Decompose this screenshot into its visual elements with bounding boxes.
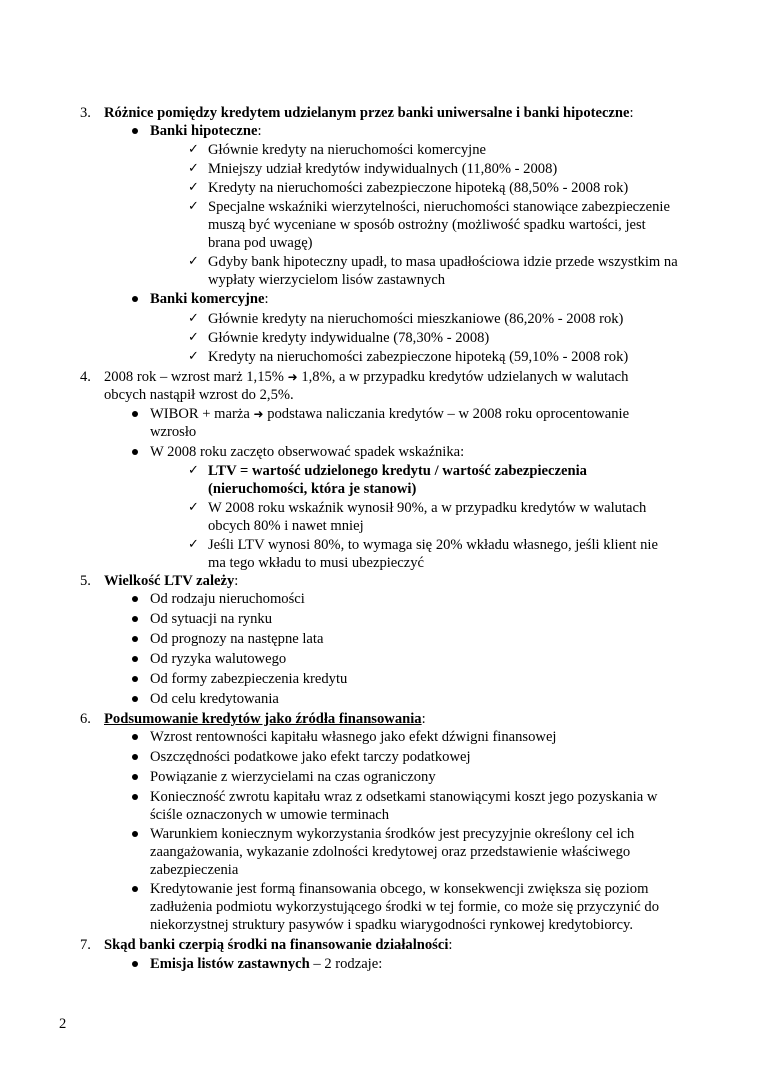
list-item-line: zaangażowania, wykazanie zdolności kredytowej oraz przedstawienie właściwego: [150, 844, 631, 860]
list-item-line: Konieczność zwrotu kapitału wraz z odsetkami stanowiącymi koszt jego pozyskania w: [150, 789, 658, 805]
bullet: [132, 696, 138, 702]
list-item-line: (nieruchomości, która je stanowi): [208, 481, 417, 497]
section-heading: Podsumowanie kredytów jako źródła finansowania:: [104, 711, 426, 727]
list-item-line: W 2008 roku wskaźnik wynosił 90%, a w przypadku kredytów w walutach: [208, 500, 647, 516]
bullet: [132, 734, 138, 740]
check-icon: ✓: [188, 180, 199, 195]
bullet: [132, 794, 138, 800]
list-item-line: Specjalne wskaźniki wierzytelności, nieruchomości stanowiące zabezpieczenie: [208, 199, 670, 215]
bullet: [132, 831, 138, 837]
list-item: Powiązanie z wierzycielami na czas ograniczony: [150, 769, 436, 785]
bullet: [132, 754, 138, 760]
check-icon: ✓: [188, 254, 199, 269]
list-item: Od ryzyka walutowego: [150, 651, 287, 667]
check-icon: ✓: [188, 311, 199, 326]
list-item: Oszczędności podatkowe jako efekt tarczy podatkowej: [150, 749, 471, 765]
list-item: Od formy zabezpieczenia kredytu: [150, 671, 348, 687]
bullet: [132, 449, 138, 455]
list-item-line: muszą być wyceniane w sposób ostrożny (możliwość spadku wartości, jest: [208, 217, 646, 233]
check-icon: ✓: [188, 500, 199, 515]
list-item-line: zabezpieczenia: [150, 862, 239, 878]
list-item: Mniejszy udział kredytów indywidualnych (11,80% - 2008): [208, 161, 558, 177]
bullet: [132, 961, 138, 967]
list-item: Kredyty na nieruchomości zabezpieczone hipoteką (88,50% - 2008 rok): [208, 180, 629, 196]
bullet-line: wzrosło: [150, 424, 197, 440]
page-number: 2: [59, 1016, 67, 1032]
list-item-line: wypłaty wierzycielom lisów zastawnych: [208, 272, 446, 288]
section-number: 6.: [80, 711, 91, 727]
section-heading: Różnice pomiędzy kredytem udzielanym przez banki uniwersalne i banki hipoteczne:: [104, 105, 634, 121]
list-item-line: ma tego wkładu to musi ubezpieczyć: [208, 555, 424, 571]
section-heading: Skąd banki czerpią środki na finansowanie działalności:: [104, 937, 453, 953]
bullet: [132, 411, 138, 417]
bullet: [132, 636, 138, 642]
check-icon: ✓: [188, 199, 199, 214]
list-item-line: LTV = wartość udzielonego kredytu / wartość zabezpieczenia: [208, 463, 587, 479]
bullet: [132, 886, 138, 892]
list-item: Wzrost rentowności kapitału własnego jako efekt dźwigni finansowej: [150, 729, 557, 745]
list-item-line: Jeśli LTV wynosi 80%, to wymaga się 20% wkładu własnego, jeśli klient nie: [208, 537, 658, 553]
bullet: [132, 296, 138, 302]
list-item: Od sytuacji na rynku: [150, 611, 272, 627]
list-item: Od prognozy na następne lata: [150, 631, 324, 647]
list-item-line: Gdyby bank hipoteczny upadł, to masa upadłościowa idzie przede wszystkim na: [208, 254, 678, 270]
list-item-line: brana pod uwagę): [208, 235, 313, 251]
section-line: obcych nastąpił wzrost do 2,5%.: [104, 387, 294, 403]
bullet-line: W 2008 roku zaczęto obserwować spadek wskaźnika:: [150, 444, 465, 460]
list-item: Kredyty na nieruchomości zabezpieczone hipoteką (59,10% - 2008 rok): [208, 349, 629, 365]
group-heading: Banki hipoteczne:: [150, 123, 262, 139]
list-item-line: ściśle oznaczonych w umowie terminach: [150, 807, 390, 823]
bullet: [132, 596, 138, 602]
bullet: [132, 128, 138, 134]
list-item: Głównie kredyty na nieruchomości mieszkaniowe (86,20% - 2008 rok): [208, 311, 624, 327]
list-item-line: zadłużenia podmiotu wykorzystującego środki w tej formie, co może się przyczynić do: [150, 899, 659, 915]
bullet-line: Emisja listów zastawnych – 2 rodzaje:: [150, 956, 383, 972]
list-item-line: niekorzystnej struktury pasywów i spadku wiarygodności rynkowej kredytobiorcy.: [150, 917, 633, 933]
arrow-right-icon: ➜: [253, 407, 264, 421]
check-icon: ✓: [188, 161, 199, 176]
check-icon: ✓: [188, 537, 199, 552]
list-item: Głównie kredyty na nieruchomości komercyjne: [208, 142, 487, 158]
list-item: Od rodzaju nieruchomości: [150, 591, 305, 607]
bullet: [132, 616, 138, 622]
check-icon: ✓: [188, 142, 199, 157]
section-heading: Wielkość LTV zależy:: [104, 573, 239, 589]
section-number: 7.: [80, 937, 91, 953]
list-item-line: Warunkiem koniecznym wykorzystania środków jest precyzyjnie określony cel ich: [150, 826, 635, 842]
bullet: [132, 774, 138, 780]
list-item-line: obcych 80% i nawet mniej: [208, 518, 364, 534]
bullet: [132, 656, 138, 662]
arrow-right-icon: ➜: [287, 370, 298, 384]
list-item: Od celu kredytowania: [150, 691, 279, 707]
section-number: 3.: [80, 105, 91, 121]
check-icon: ✓: [188, 330, 199, 345]
list-item: Głównie kredyty indywidualne (78,30% - 2008): [208, 330, 490, 346]
section-number: 5.: [80, 573, 91, 589]
check-icon: ✓: [188, 349, 199, 364]
bullet-line: WIBOR + marża ➜ podstawa naliczania kredytów – w 2008 roku oprocentowanie: [150, 406, 630, 422]
list-item-line: Kredytowanie jest formą finansowania obcego, w konsekwencji zwiększa się poziom: [150, 881, 649, 897]
check-icon: ✓: [188, 463, 199, 478]
section-number: 4.: [80, 369, 91, 385]
group-heading: Banki komercyjne:: [150, 291, 269, 307]
section-line: 2008 rok – wzrost marż 1,15% ➜ 1,8%, a w przypadku kredytów udzielanych w walutach: [104, 369, 629, 385]
bullet: [132, 676, 138, 682]
